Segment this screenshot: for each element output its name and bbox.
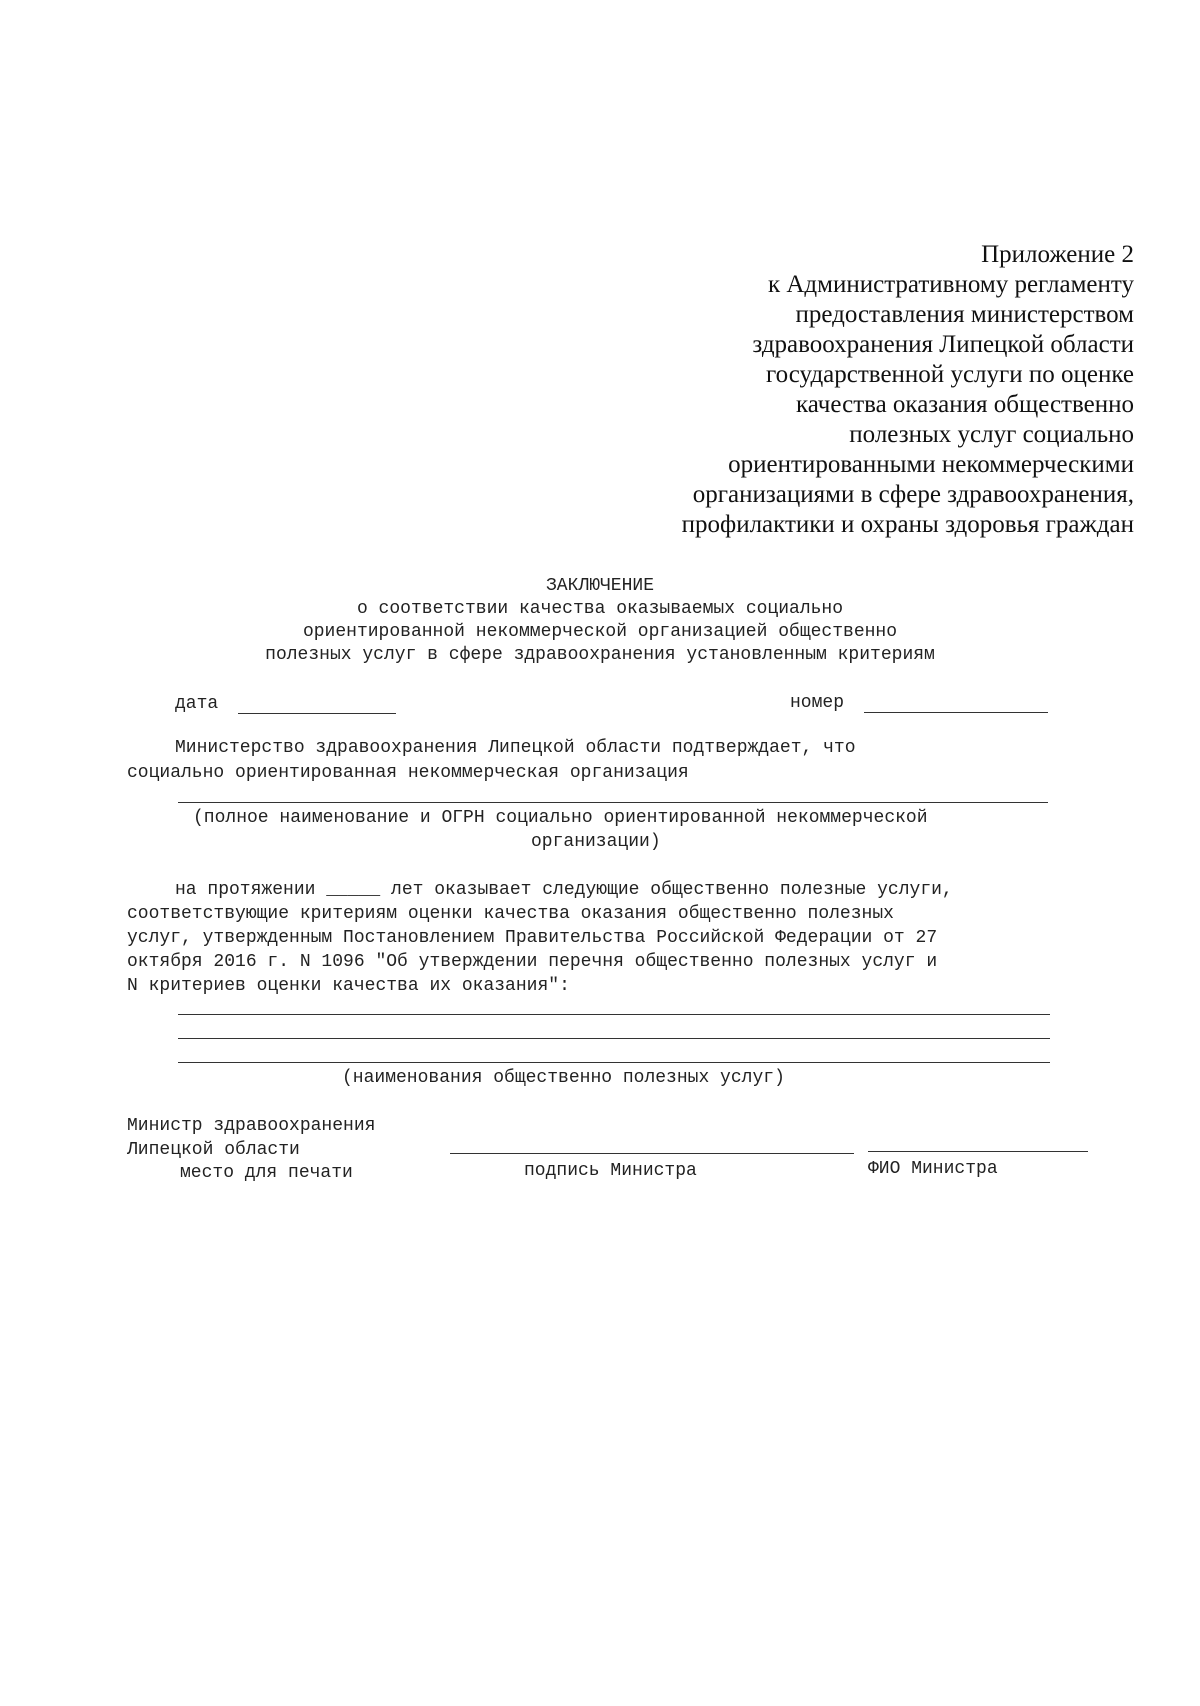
services-line[interactable] [178,1038,1050,1039]
services-line[interactable] [178,1014,1050,1015]
confirm-line-2: социально ориентированная некоммерческая организация [127,763,689,783]
paragraph-line: услуг, утвержденным Постановлением Правительства Российской Федерации от 27 [127,928,938,948]
confirm-line-1: Министерство здравоохранения Липецкой области подтверждает, что [175,738,856,758]
date-field-line[interactable] [238,713,396,714]
date-label: дата [175,694,219,714]
appendix-line: Приложение 2 [981,241,1134,268]
appendix-line: к Административному регламенту [767,271,1134,298]
document-title [0,575,1200,667]
title-line: полезных услуг в сфере здравоохранения установленным критериям [265,645,935,665]
stamp-label: место для печати [180,1163,353,1183]
appendix-line: здравоохранения Липецкой области [752,331,1134,358]
appendix-line: профилактики и охраны здоровья граждан [681,511,1134,538]
minister-title-line-2: Липецкой области [127,1140,300,1160]
org-note-line-1: (полное наименование и ОГРН социально ориентированной некоммерческой [193,808,928,828]
minister-title-line-1: Министр здравоохранения [127,1116,376,1136]
title-heading: ЗАКЛЮЧЕНИЕ [545,576,655,596]
signature-label: подпись Министра [524,1161,697,1181]
name-line[interactable] [868,1151,1088,1152]
org-note-line-2: организации) [531,832,661,852]
paragraph-line: октября 2016 г. N 1096 "Об утверждении перечня общественно полезных услуг и [127,952,938,972]
title-line: ориентированной некоммерческой организацией общественно [302,622,898,642]
paragraph-line: на протяжении _____ лет оказывает следующие общественно полезные услуги, [175,880,953,900]
appendix-line: организациями в сфере здравоохранения, [692,481,1134,508]
paragraph-line: N критериев оценки качества их оказания": [127,976,570,996]
number-label: номер [790,693,845,713]
name-label: ФИО Министра [868,1159,998,1179]
appendix-line: предоставления министерством [795,301,1134,328]
signature-line[interactable] [450,1153,854,1154]
org-name-line[interactable] [178,802,1048,803]
services-note: (наименования общественно полезных услуг) [342,1068,785,1088]
paragraph-line: соответствующие критериям оценки качества оказания общественно полезных [127,904,894,924]
services-line[interactable] [178,1062,1050,1063]
title-line: о соответствии качества оказываемых социально [356,599,844,619]
appendix-line: ориентированными некоммерческими [728,451,1134,478]
appendix-header [574,240,1134,540]
appendix-line: государственной услуги по оценке [766,361,1134,388]
appendix-line: качества оказания общественно [795,391,1134,418]
appendix-line: полезных услуг социально [849,421,1134,448]
number-field-line[interactable] [864,712,1048,713]
